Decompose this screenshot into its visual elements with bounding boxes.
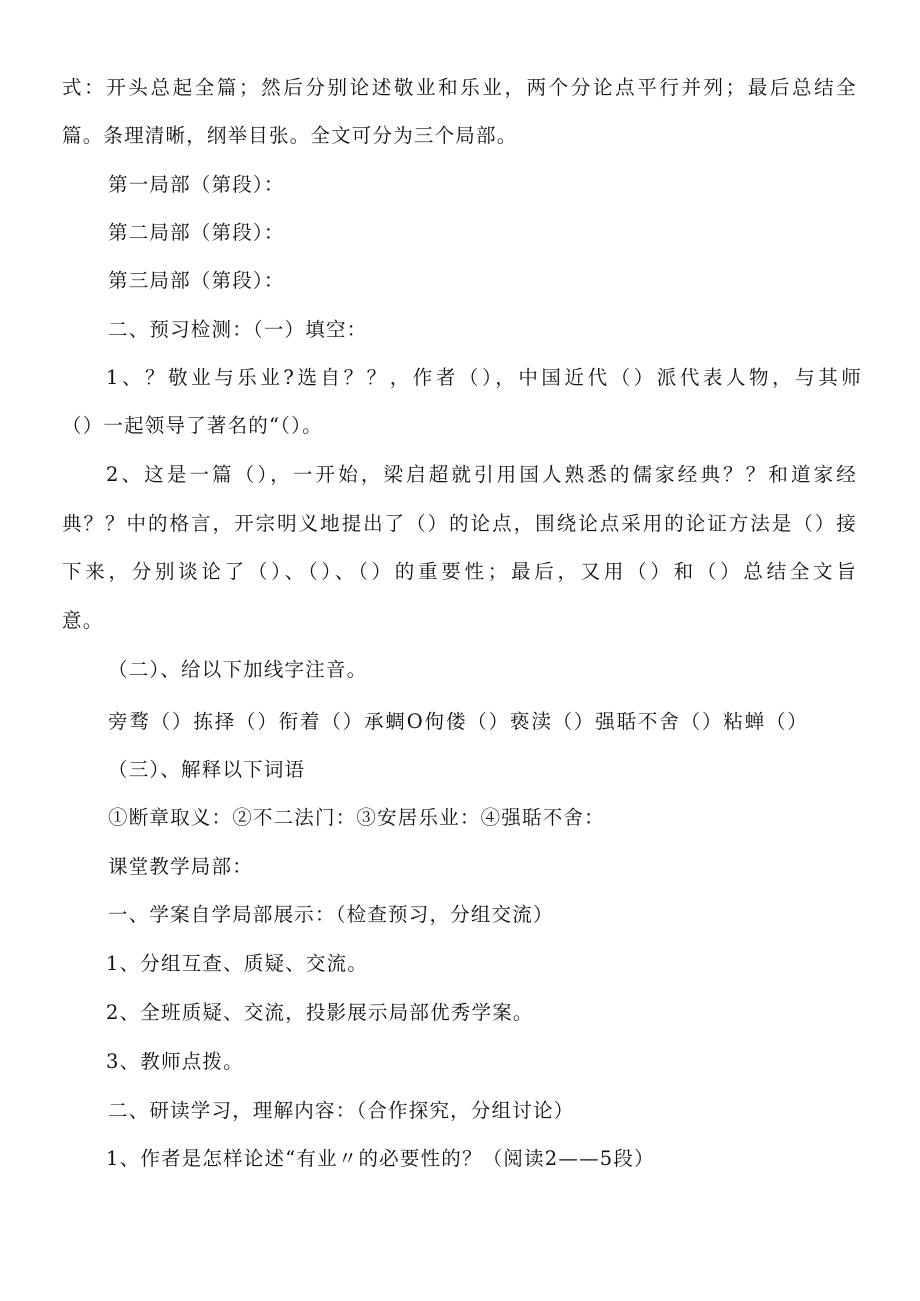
section-label: 第一局部（第段）：: [108, 173, 285, 196]
question-line: （）一起领导了著名的“（）。: [62, 414, 323, 437]
heading: 课堂教学局部：: [108, 855, 253, 878]
heading: （二）、给以下加线字注音。: [108, 658, 368, 681]
paragraph-line: 篇。条理清晰，纲举目张。全文可分为三个局部。: [62, 124, 518, 147]
question-line: 意。: [62, 609, 104, 632]
list-item: 1、作者是怎样论述“有业〃的必要性的？（阅读2——5段）: [106, 1147, 655, 1170]
heading: （三）、解释以下词语: [108, 758, 306, 781]
list-item: 1、分组互查、质疑、交流。: [106, 952, 369, 975]
heading: 二、研读学习，理解内容：（合作探究，分组讨论）: [108, 1099, 575, 1122]
question-line: 2、这是一篇（），一开始，梁启超就引用国人熟悉的儒家经典？？和道家经: [106, 463, 857, 486]
vocabulary-items: ①断章取义：②不二法门：③安居乐业：④强聒不舍：: [108, 806, 605, 829]
heading: 二、预习检测：（一）填空：: [108, 318, 368, 341]
question-line: 典？？中的格言，开宗明义地提出了（）的论点，围绕论点采用的论证方法是（）接: [62, 512, 857, 535]
section-label: 第三局部（第段）：: [108, 269, 285, 292]
list-item: 2、全班质疑、交流，投影展示局部优秀学案。: [106, 1001, 534, 1024]
heading: 一、学案自学局部展示：（检查预习，分组交流）: [108, 903, 554, 926]
question-line: 1、？敬业与乐业?选自？？，作者（），中国近代（）派代表人物，与其师: [106, 366, 862, 389]
question-line: 下来，分别谈论了（）、（）、（）的重要性；最后，又用（）和（）总结全文旨: [62, 560, 857, 583]
section-label: 第二局部（第段）：: [108, 221, 285, 244]
paragraph-line: 式：开头总起全篇；然后分别论述敬业和乐业，两个分论点平行并列；最后总结全: [62, 76, 857, 99]
pinyin-items: 旁骛（）拣择（）衔着（）承蜩O佝偻（）亵渎（）强聒不舍（）粘蝉（）: [108, 710, 808, 733]
list-item: 3、教师点拨。: [106, 1050, 244, 1073]
